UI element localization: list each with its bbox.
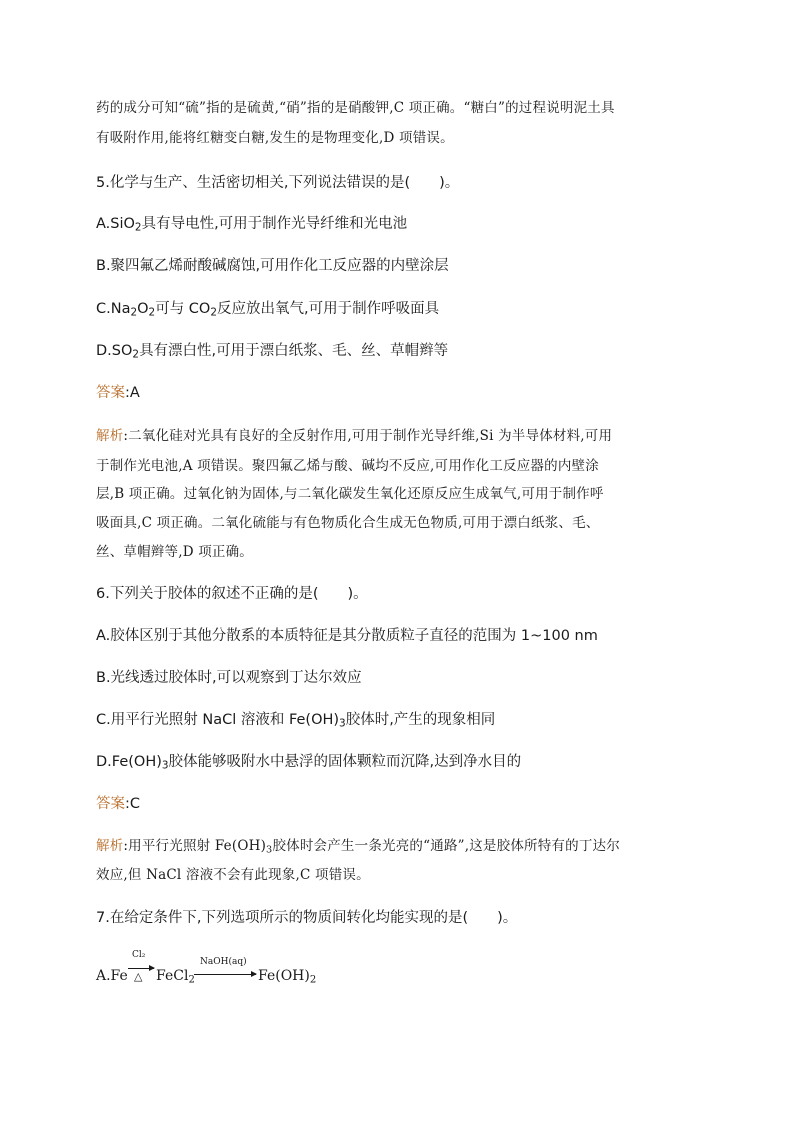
q6-option-a: A.胶体区别于其他分散系的本质特征是其分散质粒子直径的范围为 1~100 nm — [96, 628, 598, 644]
q5-explanation-line-3: 层,B 项正确。过氧化钠为固体,与二氧化碳发生氧化还原反应生成氧气,可用于制作呼 — [96, 486, 604, 502]
q7-stem: 7.在给定条件下,下列选项所示的物质间转化均能实现的是( )。 — [96, 910, 518, 926]
q5-option-b: B.聚四氟乙烯耐酸碱腐蚀,可用作化工反应器的内壁涂层 — [96, 258, 449, 274]
q5-option-d: $D.SO_2$具有漂白性,可用于漂白纸浆、毛、丝、草帽辫等 — [96, 343, 449, 361]
q6-explanation-line-2: 效应,但 NaCl 溶液不会有此现象,C 项错误。 — [96, 867, 370, 883]
q5-answer: 答案:A — [96, 385, 140, 401]
arrow1 — [128, 968, 154, 969]
explanation-label: 解析 — [96, 838, 124, 854]
q5-option-a: A.SiO$_2$具有导电性,可用于制作光导纤维和光电池 — [96, 216, 408, 234]
q7-option-a-label: A.Fe — [96, 968, 128, 984]
arrow2 — [194, 974, 256, 975]
intro-line-2: 有吸附作用,能将红糖变白糖,发生的是物理变化,D 项错误。 — [96, 130, 454, 146]
q7-product: $Fe(OH)_2$ — [258, 968, 317, 986]
q6-answer: 答案:C — [96, 796, 141, 812]
q5-explanation-line-5: 丝、草帽辫等,D 项正确。 — [96, 544, 254, 560]
q5-explanation-line-1: 解析:二氧化硅对光具有良好的全反射作用,可用于制作光导纤维,Si 为半导体材料,可用 — [96, 428, 613, 444]
intro-line-1: 药的成分可知“硫”指的是硫黄,“硝”指的是硝酸钾,C 项正确。“糖白”的过程说明泥土具 — [96, 100, 615, 116]
q7-intermediate: FeCl$_2$ — [156, 968, 195, 986]
q6-option-d: $D.Fe(OH)_3$胶体能够吸附水中悬浮的固体颗粒而沉降,达到净水目的 — [96, 754, 522, 772]
arrow1-reagent: Cl₂ — [132, 950, 146, 960]
q5-explanation-line-4: 吸面具,C 项正确。二氧化硫能与有色物质化合生成无色物质,可用于漂白纸浆、毛、 — [96, 515, 600, 531]
q5-explanation-line-2: 于制作光电池,A 项错误。聚四氟乙烯与酸、碱均不反应,可用作化工反应器的内壁涂 — [96, 458, 599, 474]
q6-stem: 6.下列关于胶体的叙述不正确的是( )。 — [96, 586, 368, 602]
q5-option-c: $C.Na_2O_2$可与 $CO_2$反应放出氧气,可用于制作呼吸面具 — [96, 301, 440, 319]
q6-option-b: B.光线透过胶体时,可以观察到丁达尔效应 — [96, 670, 362, 686]
answer-label: 答案 — [96, 796, 125, 812]
q6-explanation-line-1: 解析:用平行光照射 $Fe(OH)_3$胶体时会产生一条光亮的“通路”,这是胶体所特有的丁达尔 — [96, 838, 620, 856]
answer-label: 答案 — [96, 385, 125, 401]
q5-stem: 5.化学与生产、生活密切相关,下列说法错误的是( )。 — [96, 175, 460, 191]
arrow1-condition: △ — [134, 970, 143, 983]
explanation-label: 解析 — [96, 428, 124, 444]
q6-option-c: C.用平行光照射 NaCl 溶液和 $Fe(OH)_3$胶体时,产生的现象相同 — [96, 712, 496, 730]
arrow2-reagent: NaOH(aq) — [200, 957, 247, 967]
